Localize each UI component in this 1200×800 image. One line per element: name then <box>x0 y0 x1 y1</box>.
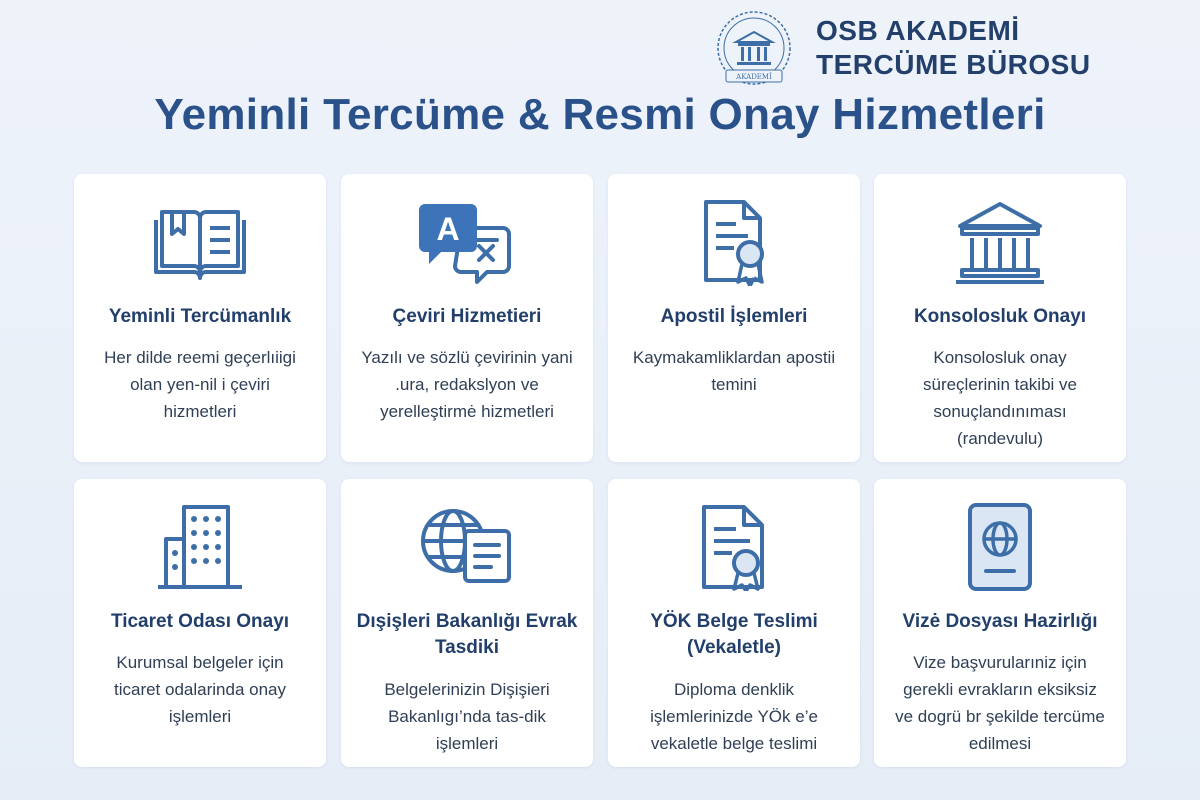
globe-document-icon <box>417 503 517 591</box>
translate-icon <box>417 198 517 286</box>
service-card-yok-belge[interactable] <box>608 479 860 767</box>
passport-icon <box>950 503 1050 591</box>
service-card-yeminli-tercumanlik[interactable] <box>74 174 326 462</box>
service-description: Kaymakamliklardan apostii temini <box>632 348 836 394</box>
service-title: Apostil İşlemleri <box>660 306 808 327</box>
service-title: Vizė Dosyası Hazirlığı <box>902 611 1098 632</box>
translate-letter: A <box>436 211 460 247</box>
service-description: Kurumsal belgeler için ticaret odalarinda onay işlemleri <box>113 653 286 726</box>
service-title: YÖK Belge Teslimi (Vekaletle) <box>650 611 818 658</box>
service-card-apostil[interactable] <box>608 174 860 462</box>
brand-line-2: TERCÜME BÜROSU <box>816 49 1091 80</box>
page-title: Yeminli Tercüme & Resmi Onay Hizmetleri <box>154 90 1046 139</box>
brand-name <box>816 14 1091 82</box>
institution-building-icon <box>950 198 1050 286</box>
service-description: Yazılı ve sözlü çevirinin yani .ura, redakslyon ve yerelleştirmė hizmetleri <box>361 348 573 421</box>
service-card-konsolosluk[interactable] <box>874 174 1126 462</box>
service-title: Çeviri Hizmetieri <box>392 306 542 327</box>
diploma-ribbon-icon <box>684 503 784 591</box>
certificate-document-icon <box>684 198 784 286</box>
brand-line-1: OSB AKADEMİ <box>816 15 1020 46</box>
book-icon <box>150 198 250 286</box>
office-building-icon <box>150 503 250 591</box>
service-description: Vize başvurularıniz için gerekli evrakların eksiksiz ve dogrü br şekilde tercüme edilmesi <box>895 653 1105 753</box>
service-description: Diploma denklik işlemlerinizde YÖk e’e vekaletle belge teslimi <box>650 680 818 753</box>
seal-text: AKADEMİ <box>736 73 772 81</box>
service-title: Dışişleri Bakanlığı Evrak Tasdiki <box>356 611 578 658</box>
service-description: Konsolosluk onay süreçlerinin takibi ve sonuçlandınıması (randevulu) <box>922 348 1077 448</box>
service-title: Konsolosluk Onayı <box>913 306 1087 327</box>
service-card-ceviri-hizmetleri[interactable] <box>341 174 593 462</box>
courthouse-seal-icon <box>712 8 796 92</box>
service-card-ticaret-odasi[interactable] <box>74 479 326 767</box>
service-description: Her dilde reemi geçerlıiigi olan yen-nil i çeviri hizmetleri <box>104 348 296 421</box>
service-card-disisleri[interactable] <box>341 479 593 767</box>
service-card-vize[interactable] <box>874 479 1126 767</box>
service-description: Belgelerinizin Dişişieri Bakanlıgı’nda tas-dik işlemleri <box>384 680 550 753</box>
service-title: Ticaret Odası Onayı <box>110 611 290 632</box>
service-title: Yeminli Tercümanlık <box>108 306 292 327</box>
brand-header <box>712 8 1182 92</box>
